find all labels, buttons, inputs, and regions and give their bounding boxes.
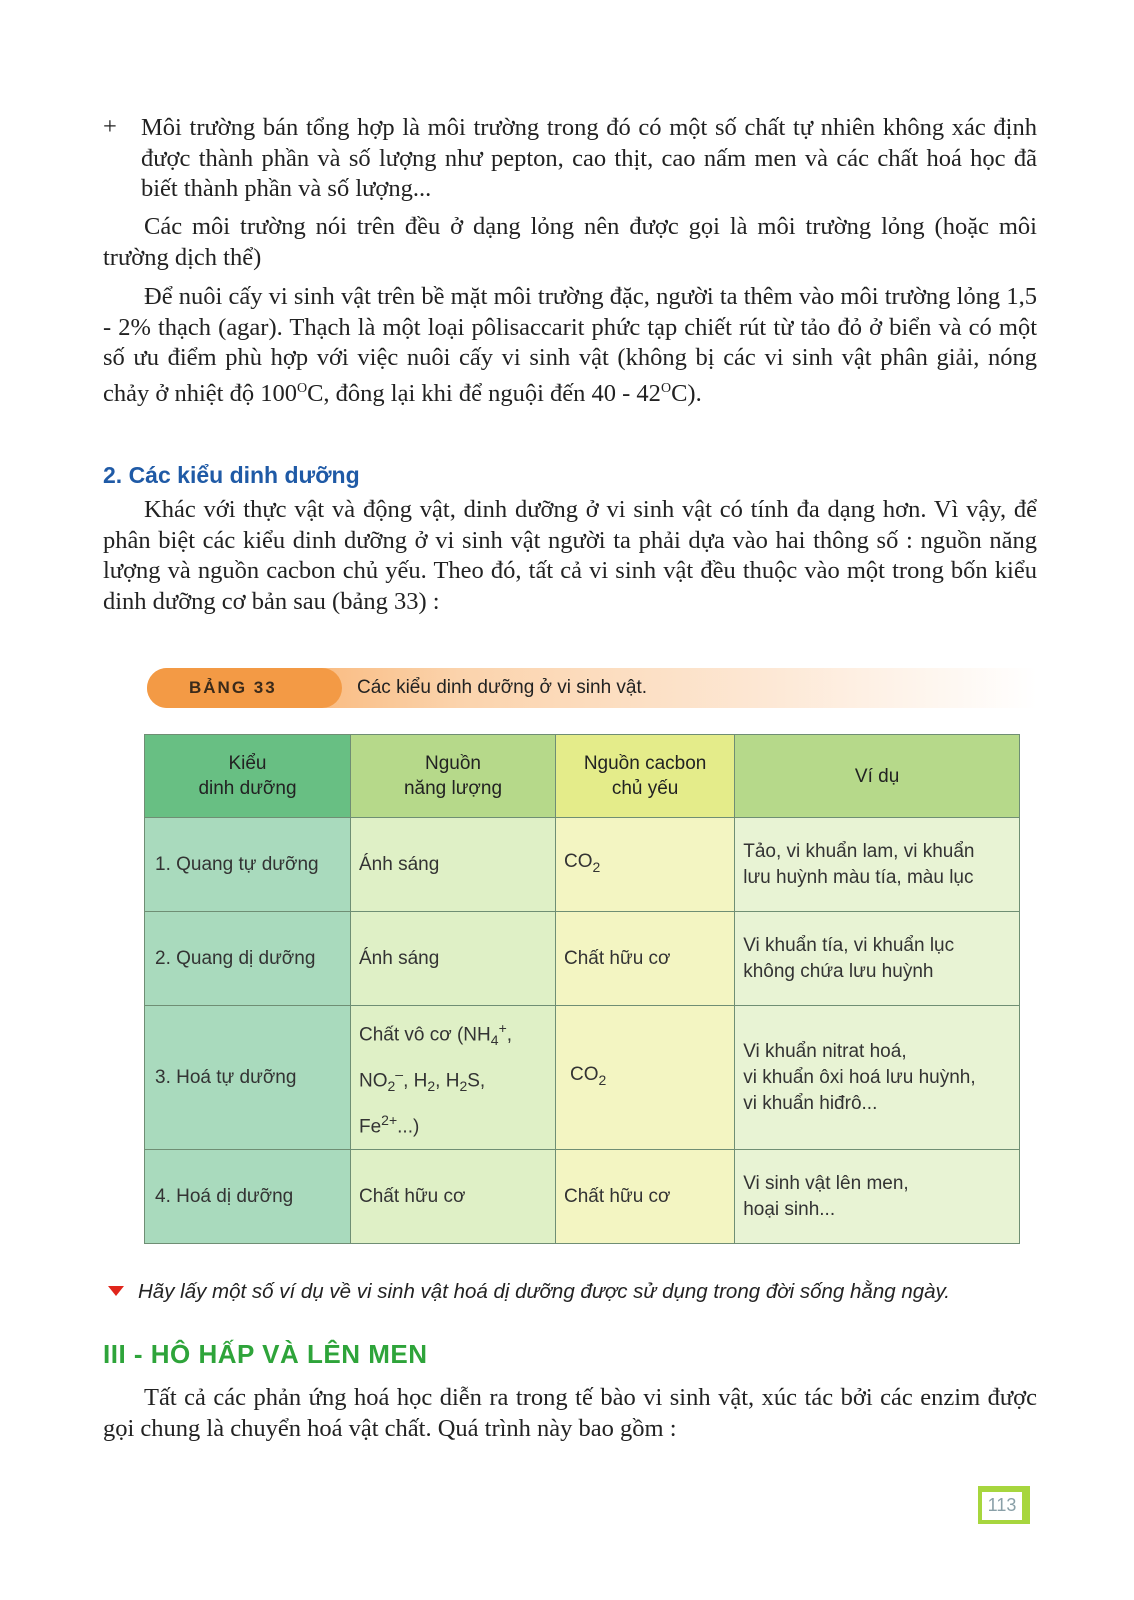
cell-energy: Ánh sáng (350, 818, 555, 912)
paragraph-agar: Để nuôi cấy vi sinh vật trên bề mặt môi trường đặc, người ta thêm vào môi trường lỏng 1,5 - 2% thạch (agar). Thạch là một loại pôlisaccarit phức tạp chiết rút từ tảo đỏ ở biển và có một số ưu điểm phù hợp với việc nuôi cấy vi sinh vật (không bị các vi sinh vật phân giải, nóng chảy ở nhiệt độ $100^OC$, đông lại khi để nguội đến $40 - 42^OC$). (103, 283, 1037, 407)
cell-carbon: Chất hữu cơ (556, 1150, 735, 1244)
table-row (145, 818, 1020, 912)
cell-energy: Chất vô cơ ($NH_4^+$, $NO_2^-$, $H_2$, $H_2S$, $Fe^{2+}$...) (350, 1006, 555, 1150)
header-nutrition-type: Kiểu dinh dưỡng (145, 735, 351, 818)
header-energy-source: Nguồn năng lượng (350, 735, 555, 818)
cell-carbon: Chất hữu cơ (556, 912, 735, 1006)
question-prompt (108, 1280, 950, 1304)
cell-type: 2. Quang dị dưỡng (145, 912, 351, 1006)
paragraph-liquid-media: Các môi trường nói trên đều ở dạng lỏng nên được gọi là môi trường lỏng (hoặc môi trường dịch thể) (103, 213, 1037, 271)
bullet-paragraph: Môi trường bán tổng hợp là môi trường trong đó có một số chất tự nhiên không xác định được thành phần và số lượng như pepton, cao thịt, cao nấm men và các chất hoá học đã biết thành phần và số lượng... (141, 114, 1037, 202)
cell-carbon: $CO_2$ (556, 1006, 735, 1150)
paragraph-nutrition-intro: Khác với thực vật và động vật, dinh dưỡng ở vi sinh vật có tính đa dạng hơn. Vì vậy, để phân biệt các kiểu dinh dưỡng ở vi sinh vật người ta phải dựa vào hai thông số : nguồn năng lượng và nguồn cacbon chủ yếu. Theo đó, tất cả vi sinh vật đều thuộc vào một trong bốn kiểu dinh dưỡng cơ bản sau (bảng 33) : (103, 496, 1037, 615)
bullet-plus: + (103, 113, 117, 140)
cell-example: Tảo, vi khuẩn lam, vi khuẩn lưu huỳnh màu tía, màu lục (735, 818, 1020, 912)
cell-type: 4. Hoá dị dưỡng (145, 1150, 351, 1244)
header-example: Ví dụ (735, 735, 1020, 818)
table-caption-title: Các kiểu dinh dưỡng ở vi sinh vật. (357, 677, 648, 698)
table-row (145, 1150, 1020, 1244)
table-header-row (145, 735, 1020, 818)
cell-example: Vi sinh vật lên men, hoại sinh... (735, 1150, 1020, 1244)
table-row (145, 1006, 1020, 1150)
table-row (145, 912, 1020, 1006)
cell-example: Vi khuẩn tía, vi khuẩn lục không chứa lưu huỳnh (735, 912, 1020, 1006)
section-heading-respiration: III - HÔ HẤP VÀ LÊN MEN (103, 1339, 428, 1369)
question-text: Hãy lấy một số ví dụ về vi sinh vật hoá dị dưỡng được sử dụng trong đời sống hằng ngày. (138, 1280, 950, 1303)
cell-carbon: $CO_2$ (556, 818, 735, 912)
cell-type: 1. Quang tự dưỡng (145, 818, 351, 912)
cell-type: 3. Hoá tự dưỡng (145, 1006, 351, 1150)
red-triangle-icon (108, 1286, 124, 1296)
table-caption-banner (147, 668, 1037, 708)
paragraph-metabolism: Tất cả các phản ứng hoá học diễn ra trong tế bào vi sinh vật, xúc tác bởi các enzim được gọi chung là chuyển hoá vật chất. Quá trình này bao gồm : (103, 1384, 1037, 1442)
cell-energy: Ánh sáng (350, 912, 555, 1006)
header-carbon-source: Nguồn cacbon chủ yếu (556, 735, 735, 818)
cell-example: Vi khuẩn nitrat hoá, vi khuẩn ôxi hoá lưu huỳnh, vi khuẩn hiđrô... (735, 1006, 1020, 1150)
table-number-tag: BẢNG 33 (147, 668, 342, 708)
page-number: 113 (978, 1486, 1030, 1524)
nutrition-types-table (144, 734, 1020, 1244)
section-heading-nutrition-types: 2. Các kiểu dinh dưỡng (103, 462, 360, 488)
cell-energy: Chất hữu cơ (350, 1150, 555, 1244)
